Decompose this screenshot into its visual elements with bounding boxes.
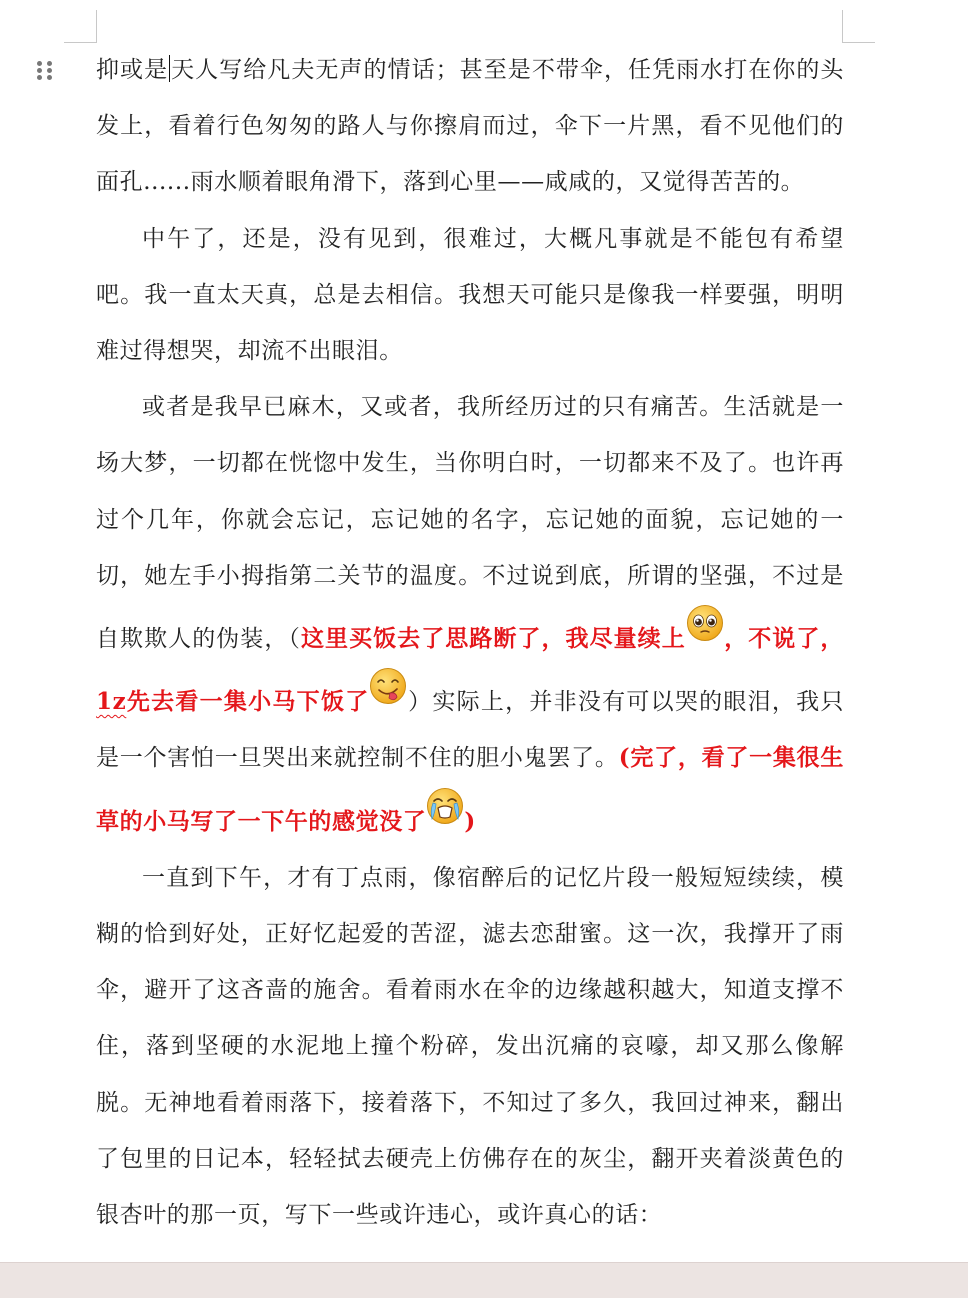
crying-face-icon — [426, 787, 464, 825]
body-text: 中午了，还是，没有见到，很难过，大概凡事就是不能包有希望吧。我一直太天真，总是去相信。我想天可能只是像我一样要强，明明难过得想哭，却流不出眼泪。 — [96, 225, 844, 365]
spellcheck-flagged-text: 1z — [96, 688, 127, 716]
status-bar — [0, 1262, 968, 1298]
paragraph — [96, 211, 844, 380]
paragraph — [96, 379, 844, 850]
drag-handle-icon[interactable] — [37, 61, 53, 81]
red-comment-text: ，不说了， — [723, 625, 844, 653]
red-comment-text: 先去看一集小马下饭了 — [126, 688, 370, 716]
body-text: 天人写给凡夫无声的情话；甚至是不带伞，任凭雨水打在你的头发上，看着行色匆匆的路人与你擦肩而过，伞下一片黑，看不见他们的面孔......雨水顺着眼角滑下，落到心里——咸咸的，又觉得苦苦的。 — [96, 57, 844, 196]
red-comment-text: 这里买饭去了思路断了，我尽量续上 — [300, 625, 686, 653]
red-comment-text: (完了，看了一集很生草的小马写了一下午的感觉没了 — [96, 744, 844, 835]
pleading-face-icon — [686, 604, 724, 642]
margin-corner-top-left — [64, 10, 97, 43]
yum-face-icon — [369, 667, 407, 705]
body-text: 或者是我早已麻木，又或者，我所经历过的只有痛苦。生活就是一场大梦，一切都在恍惚中发生，当你明白时，一切都来不及了。也许再过个几年，你就会忘记，忘记她的名字，忘记她的面貌，忘记她的一切，她左手小拇指第二关节的温度。不过说到底，所谓的坚强，不过是自欺欺人的伪装，（ — [96, 394, 844, 653]
paragraph — [96, 42, 844, 211]
red-comment-text: ) — [464, 807, 476, 835]
body-text: 一直到下午，才有丁点雨，像宿醉后的记忆片段一般短短续续，模糊的恰到好处，正好忆起爱的苦涩，滤去恋甜蜜。这一次，我撑开了雨伞，避开了这吝啬的施舍。看着雨水在伞的边缘越积越大，知道支撑不住，落到坚硬的水泥地上撞个粉碎，发出沉痛的哀嚎，却又那么像解脱。无神地看着雨落下，接着落下，不知过了多久，我回过神来，翻出了包里的日记本，轻轻拭去硬壳上仿佛存在的灰尘，翻开夹着淡黄色的银杏叶的那一页，写下一些或许违心，或许真心的话： — [96, 864, 844, 1229]
document-body[interactable] — [96, 42, 844, 1243]
margin-corner-top-right — [842, 10, 875, 43]
body-text: ）实际上，并非没有可以哭的眼泪，我只是一个害怕一旦哭出来就控制不住的胆小鬼罢了。 — [96, 689, 844, 772]
paragraph — [96, 850, 844, 1243]
body-text: 抑或是 — [96, 57, 169, 83]
